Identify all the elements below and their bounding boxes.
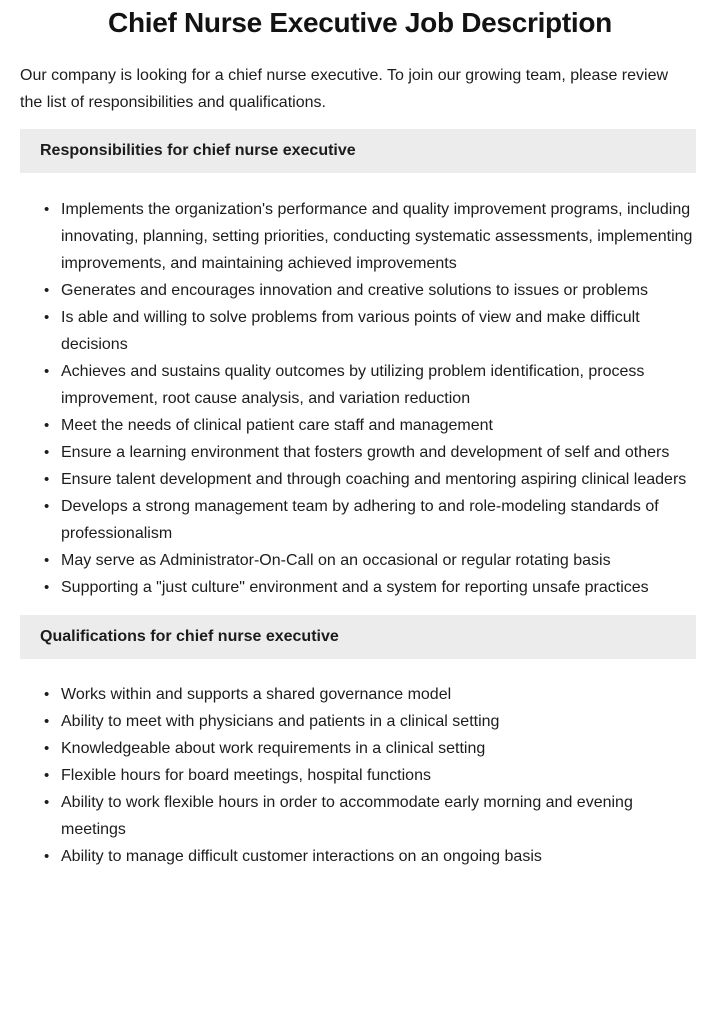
- responsibilities-list: [20, 196, 694, 601]
- list-item: • Ability to work flexible hours in order to accommodate early morning and evening meetings: [61, 789, 694, 843]
- section-heading-qualifications: Qualifications for chief nurse executive: [20, 615, 696, 659]
- page-title: Chief Nurse Executive Job Description: [108, 7, 612, 38]
- qualifications-list: [20, 681, 694, 870]
- list-item: • Develops a strong management team by adhering to and role-modeling standards of professionalism: [61, 493, 694, 547]
- list-item: • Ability to manage difficult customer interactions on an ongoing basis: [61, 843, 694, 870]
- list-item: • Generates and encourages innovation and creative solutions to issues or problems: [61, 277, 694, 304]
- list-item: • Ensure a learning environment that fosters growth and development of self and others: [61, 439, 694, 466]
- list-item: • Is able and willing to solve problems from various points of view and make difficult decisions: [61, 304, 694, 358]
- list-item: • Supporting a "just culture" environment and a system for reporting unsafe practices: [61, 574, 694, 601]
- list-item: • Flexible hours for board meetings, hospital functions: [61, 762, 694, 789]
- list-item: • Achieves and sustains quality outcomes by utilizing problem identification, process improvement, root cause analysis, and variation reduction: [61, 358, 694, 412]
- list-item: • Works within and supports a shared governance model: [61, 681, 694, 708]
- list-item: • Implements the organization's performance and quality improvement programs, including innovating, planning, setting priorities, conducting systematic assessments, implementing improvements, and maintaining achieved improvements: [61, 196, 694, 277]
- list-item: • Ensure talent development and through coaching and mentoring aspiring clinical leaders: [61, 466, 694, 493]
- intro-paragraph: Our company is looking for a chief nurse executive. To join our growing team, please review the list of responsibilities and qualifications.: [20, 67, 669, 111]
- list-item: • May serve as Administrator-On-Call on an occasional or regular rotating basis: [61, 547, 694, 574]
- list-item: • Ability to meet with physicians and patients in a clinical setting: [61, 708, 694, 735]
- job-description-page: [0, 6, 720, 870]
- section-heading-responsibilities: Responsibilities for chief nurse executive: [20, 129, 696, 173]
- list-item: • Meet the needs of clinical patient care staff and management: [61, 412, 694, 439]
- list-item: • Knowledgeable about work requirements in a clinical setting: [61, 735, 694, 762]
